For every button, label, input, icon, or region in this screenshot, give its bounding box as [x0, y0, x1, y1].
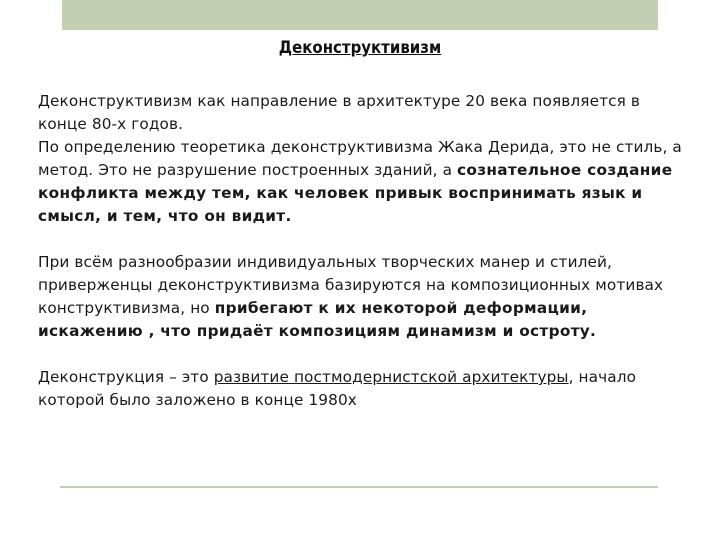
principles-emphasis: прибегают к их некоторой деформации, искажению , что придаёт композициям динамизм и остроту.	[38, 299, 597, 340]
principles-text: При всём разнообразии индивидуальных творческих манер и стилей, приверженцы деконструктивизма базируются на композиционных мотивах конструктивизма, но	[38, 253, 664, 317]
deconstruction-start: Деконструкция – это	[38, 368, 214, 386]
slide-body	[38, 90, 688, 412]
paragraph-deconstruction	[38, 366, 688, 412]
deconstruction-end: , начало которой было заложено в конце 1980х	[38, 368, 637, 409]
definition-emphasis: сознательное создание конфликта между тем, как человек привык воспринимать язык и смысл, и тем, что он видит.	[38, 161, 673, 225]
top-accent-bar	[62, 0, 658, 30]
definition-text: По определению теоретика деконструктивизма Жака Дерида, это не стиль, а метод. Это не разрушение построенных зданий, а	[38, 138, 682, 179]
bottom-divider	[60, 486, 658, 488]
paragraph-intro	[38, 90, 688, 228]
intro-text: Деконструктивизм как направление в архитектуре 20 века появляется в конце 80-х годов.	[38, 92, 640, 133]
slide-title: Деконструктивизм	[278, 38, 442, 58]
deconstruction-link[interactable]: развитие постмодернистской архитектуры	[213, 368, 569, 386]
paragraph-principles	[38, 251, 688, 343]
